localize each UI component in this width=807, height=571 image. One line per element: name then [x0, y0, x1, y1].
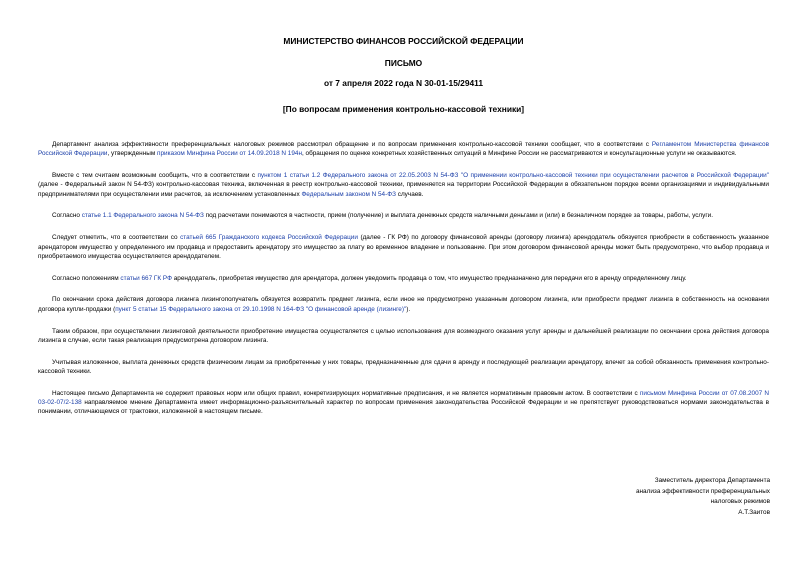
paragraph-text: ).	[406, 305, 411, 313]
ministry-heading: МИНИСТЕРСТВО ФИНАНСОВ РОССИЙСКОЙ ФЕДЕРАЦИИ	[283, 36, 524, 46]
paragraph-text: Учитывая изложенное, выплата денежных средств физическим лицам за приобретенные у них товары, предназначенные для сдачи в аренду и последующей реализации арендатору, влечет за собой обязанность применения контрольно-кассовой техники.	[38, 358, 769, 375]
document-link[interactable]: Федеральным законом N 54-ФЗ	[301, 190, 396, 198]
paragraph-text: , обращения по оценке конкретных хозяйственных ситуаций в Минфине России не рассматриваются и консультационные услуги не оказываются.	[301, 150, 737, 158]
document-link[interactable]: Регламентом Министерства финансов Российской Федерации	[38, 141, 769, 158]
body-paragraph	[38, 233, 769, 261]
paragraph-text: Таким образом, при осуществлении лизинговой деятельности приобретение имущества осуществляется с целью использования для возмездного оказания услуг аренды и дальнейшей реализации по окончании срока действия договора лизинга в случае, если такая реализация предусмотрена договором лизинга.	[38, 327, 769, 344]
paragraph-text: Следует отметить, что в соответствии со	[52, 234, 181, 242]
signature-name: А.Т.Заитов	[738, 508, 770, 516]
paragraph-text: Вместе с тем считаем возможным сообщить, что в соответствии с	[52, 172, 258, 180]
document-subject: [По вопросам применения контрольно-кассовой техники]	[282, 104, 525, 114]
document-link[interactable]: письмом Минфина России от 07.08.2007 N 03-02-07/2-138	[38, 389, 769, 407]
document-type: ПИСЬМО	[384, 58, 423, 68]
paragraph-text: (далее - Федеральный закон N 54-ФЗ) контрольно-кассовая техника, включенная в реестр контрольно-кассовой техники, применяется на территории Российской Федерации в обязательном порядке всеми организациями и индивидуальными предпринимателями при осуществлении ими расчетов, за исключением установленных	[38, 181, 769, 198]
body-paragraph	[38, 358, 769, 377]
document-link[interactable]: приказом Минфина России от 14.09.2018 N 194н	[156, 150, 302, 158]
paragraph-text: случаев.	[395, 190, 424, 198]
paragraph-text: Настоящее письмо Департамента не содержит правовых норм или общих правил, конкретизирующих нормативные предписания, и не является нормативным правовым актом. В соответствии с	[52, 389, 640, 397]
paragraph-text: Согласно положениям	[52, 274, 121, 282]
body-paragraph	[38, 327, 769, 346]
document-date-number: от 7 апреля 2022 года N 30-01-15/29411	[323, 78, 484, 88]
body-paragraph	[38, 389, 769, 417]
document-link[interactable]: пункт 5 статьи 15 Федерального закона от 29.10.1998 N 164-ФЗ "О финансовой аренде (лизинге)"	[115, 305, 407, 313]
body-paragraph	[38, 274, 769, 283]
paragraph-text: направляемое мнение Департамента имеет информационно-разъяснительный характер по вопросам применения законодательства Российской Федерации и не препятствует руководствоваться нормами законодательства в понимании, отличающемся от трактовки, изложенной в настоящем письме.	[38, 399, 769, 416]
document-link[interactable]: статьей 665 Гражданского кодекса Российской Федерации	[180, 234, 358, 242]
paragraph-text: под расчетами понимаются в частности, прием (получение) и выплата денежных средств наличными деньгами и (или) в безналичном порядке за товары, работы, услуги.	[203, 212, 714, 220]
signature-line: анализа эффективности преференциальных	[635, 487, 770, 495]
paragraph-text: , утвержденным	[107, 150, 157, 158]
body-paragraph	[38, 211, 769, 220]
body-paragraph	[38, 171, 769, 199]
document-link[interactable]: пунктом 1 статьи 1.2 Федерального закона от 22.05.2003 N 54-ФЗ "О применении контрольно-кассовой техники при осуществлении расчетов в Российской Федерации"	[257, 172, 769, 180]
document-link[interactable]: статье 1.1 Федерального закона N 54-ФЗ	[81, 212, 204, 220]
document-link[interactable]: статьи 667 ГК РФ	[120, 274, 172, 282]
body-paragraph	[38, 295, 769, 314]
paragraph-text: (далее - ГК РФ) по договору финансовой аренды (договору лизинга) арендодатель обязуется приобрести в собственность указанное арендатором имущество у определенного им продавца и предоставить арендатору это имущество за плату во временное владение и пользование. При этом договором финансовой аренды может быть предусмотрено, что выбор продавца и приобретаемого имущества осуществляется арендодателем.	[38, 234, 769, 260]
signature-line: налоговых режимов	[710, 498, 770, 506]
signature-block	[570, 476, 770, 518]
signature-line: Заместитель директора Департамента	[654, 477, 770, 484]
paragraph-text: Согласно	[52, 212, 82, 220]
paragraph-text: Департамент анализа эффективности преференциальных налоговых режимов рассмотрел обращение и по вопросам применения контрольно-кассовой техники сообщает, что в соответствии с	[52, 141, 652, 148]
body-paragraph	[38, 140, 769, 159]
document-body	[38, 140, 769, 429]
paragraph-text: По окончании срока действия договора лизинга лизингополучатель обязуется возвратить предмет лизинга, если иное не предусмотрено указанным договором лизинга, или приобрести предмет лизинга в собственность на основании договора купли-продажи (	[38, 296, 769, 313]
paragraph-text: арендодатель, приобретая имущество для арендатора, должен уведомить продавца о том, что имущество предназначено для передачи его в аренду определенному лицу.	[171, 274, 687, 282]
